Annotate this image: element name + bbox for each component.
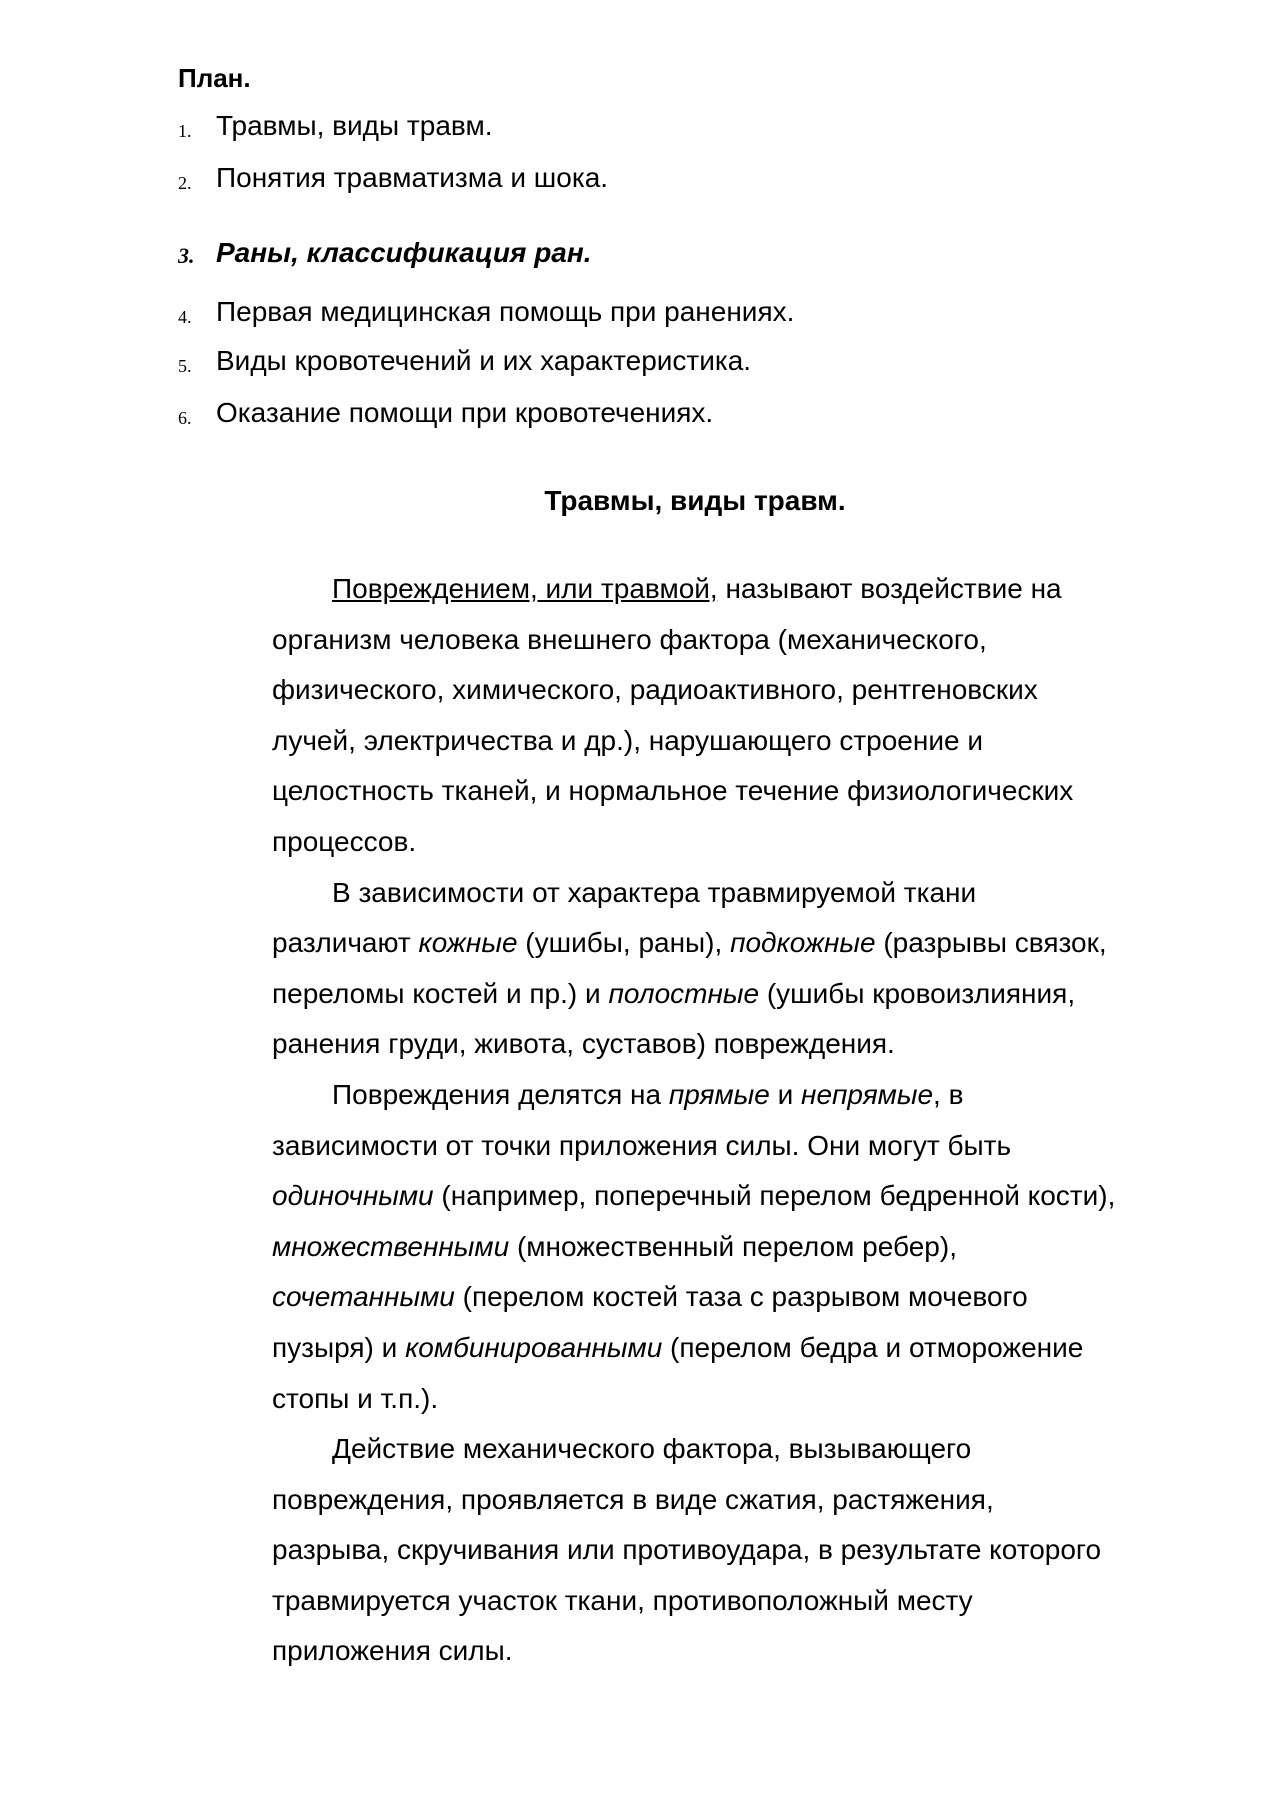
plan-item-text: Травмы, виды травм. <box>216 110 493 141</box>
italic-term: кожные <box>418 927 518 959</box>
italic-term: подкожные <box>730 927 876 959</box>
section-body <box>272 564 1118 1677</box>
plan-item-number: 5. <box>178 356 192 376</box>
paragraph-text: (перелом костей таза с разрывом мочевого пузыря) и <box>272 1281 1028 1363</box>
paragraph-text: , в зависимости от точки приложения силы. Они могут быть <box>272 1078 1012 1161</box>
plan-title: План. <box>178 63 251 93</box>
plan-item-text: Понятия травматизма и шока. <box>216 162 609 193</box>
plan-item-number: 3. <box>178 243 195 268</box>
plan-item-text: Виды кровотечений и их характеристика. <box>216 345 752 376</box>
paragraph-mechanical-factor: Действие механического фактора, вызывающего повреждения, проявляется в виде сжатия, растяжения, разрыва, скручивания или противоудара, в результате которого травмируется участок ткани, противоположный месту приложения силы. <box>272 1433 1102 1667</box>
paragraph-text: (ушибы, раны), <box>517 927 731 959</box>
plan-item-number: 1. <box>178 121 192 141</box>
paragraph-text: называют воздействие на организм человека внешнего фактора (механического, физического, химического, радиоактивного, рентгеновских лучей, электричества и др.), нарушающего строение и целостность тканей, и нормальное течение физиологических процессов. <box>272 573 1074 857</box>
paragraph-text: (например, поперечный перелом бедренной кости), <box>433 1180 1116 1212</box>
underlined-term: Повреждением, или травмой, <box>332 573 718 604</box>
plan-item-text: Раны, классификация ран. <box>216 237 592 268</box>
paragraph-injury-kinds <box>272 1070 1118 1424</box>
plan-item-number: 2. <box>178 173 192 193</box>
italic-term: комбинированными <box>405 1331 663 1363</box>
paragraph-text: В зависимости от характера травмируемой ткани различают <box>272 876 977 959</box>
plan-item-number: 4. <box>178 307 192 327</box>
italic-term: множественными <box>272 1230 510 1262</box>
italic-term: непрямые <box>801 1078 934 1110</box>
paragraph-text: (разрывы связок, переломы костей и пр.) и <box>272 927 1107 1009</box>
paragraph-text: (множественный перелом ребер), <box>509 1230 957 1262</box>
plan-item-text: Оказание помощи при кровотечениях. <box>216 397 714 428</box>
plan-item-text: Первая медицинская помощь при ранениях. <box>216 296 795 327</box>
paragraph-text: Повреждения делятся на <box>332 1078 669 1110</box>
italic-term: полостные <box>608 977 760 1009</box>
italic-term: прямые <box>668 1078 770 1110</box>
paragraph-definition <box>272 564 1118 868</box>
italic-term: сочетанными <box>272 1281 455 1313</box>
paragraph-text: и <box>769 1078 802 1110</box>
paragraph-tissue-types <box>272 868 1118 1070</box>
section-heading: Травмы, виды травм. <box>544 485 846 516</box>
paragraph-text: (перелом бедра и отморожение стопы и т.п.). <box>272 1331 1084 1414</box>
plan-item-number: 6. <box>178 408 192 428</box>
paragraph-text: (ушибы кровоизлияния, ранения груди, живота, суставов) повреждения. <box>272 977 1076 1060</box>
italic-term: одиночными <box>272 1180 434 1212</box>
